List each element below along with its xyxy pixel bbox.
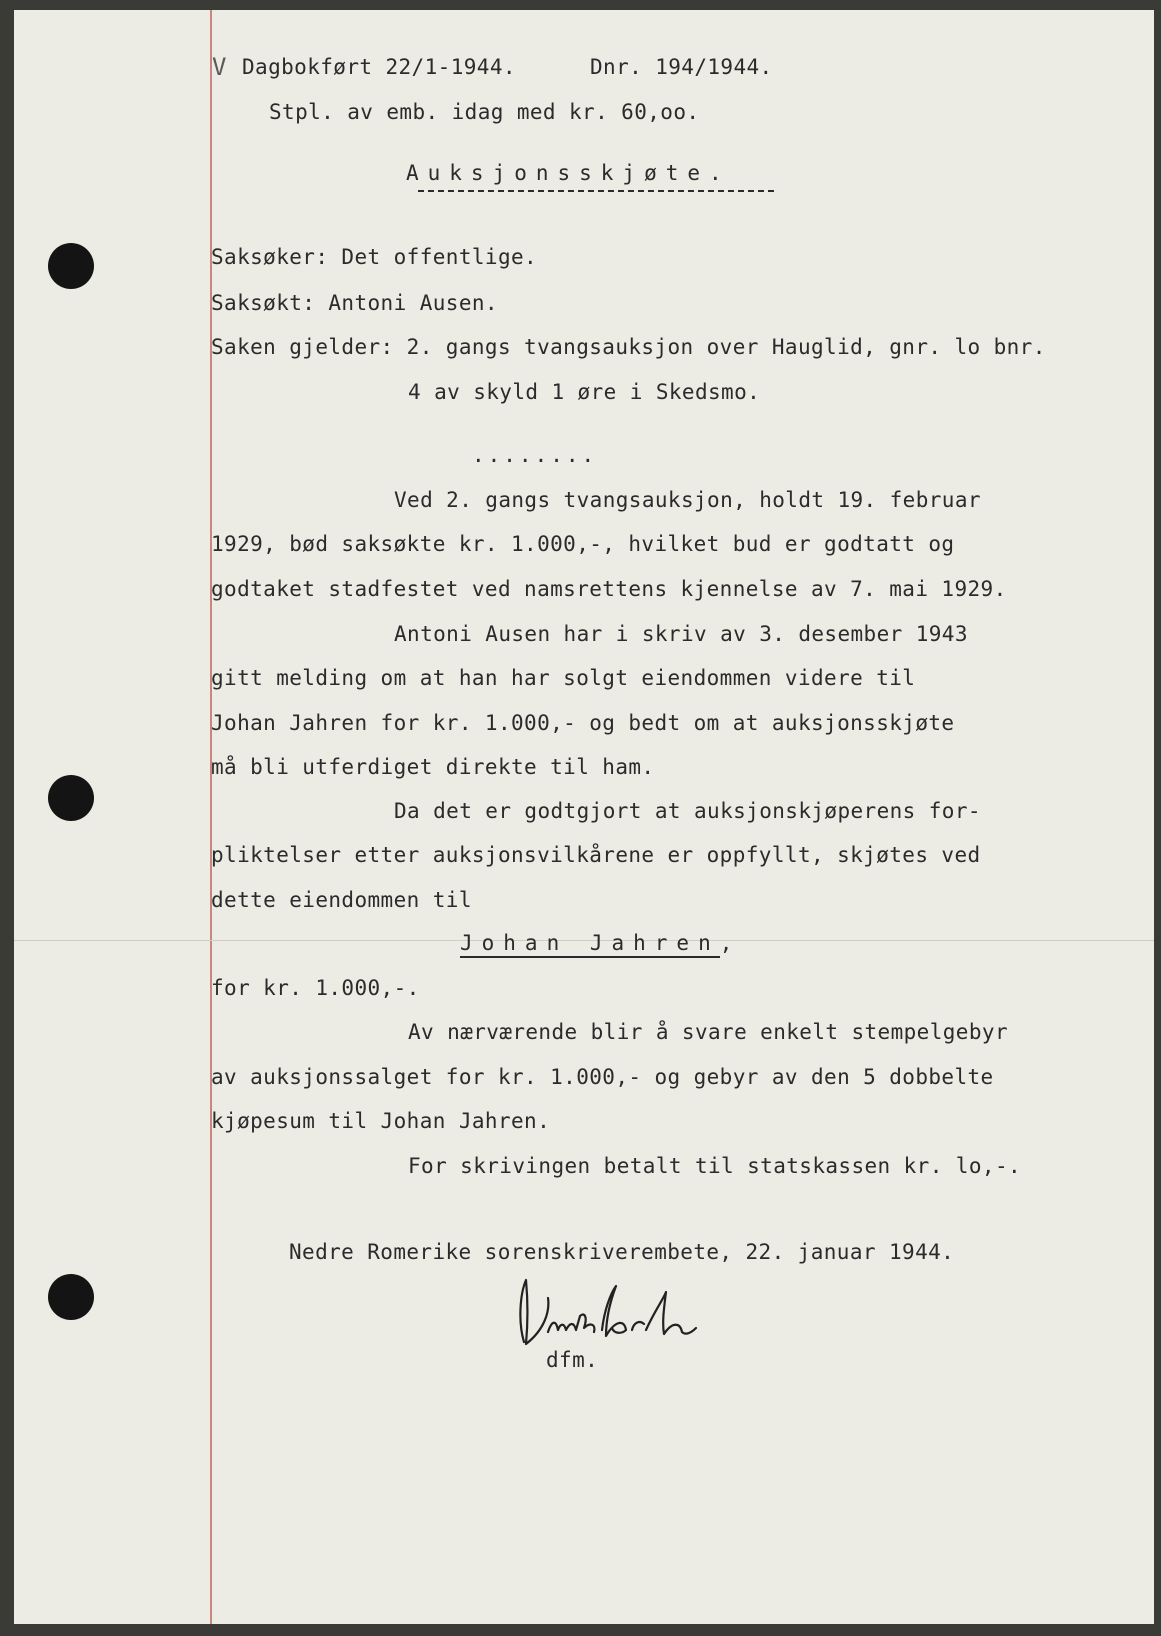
price-line: for kr. 1.000,-.	[211, 976, 420, 1000]
punch-hole	[48, 1274, 94, 1320]
signature-title: dfm.	[546, 1348, 599, 1372]
defendant-line: Saksøkt: Antoni Ausen.	[211, 291, 498, 315]
body-line: Da det er godtgjort at auksjonskjøperens for-	[394, 799, 981, 823]
buyer-name: Johan Jahren	[460, 931, 720, 958]
document-title: Auksjonsskjøte.	[406, 161, 731, 185]
check-mark: V	[212, 53, 227, 81]
document-page	[14, 10, 1154, 1624]
body-line: Johan Jahren for kr. 1.000,- og bedt om at auksjonsskjøte	[211, 711, 955, 735]
body-line: 1929, bød saksøkte kr. 1.000,-, hvilket bud er godtatt og	[211, 532, 955, 556]
fee-line: av auksjonssalget for kr. 1.000,- og gebyr av den 5 dobbelte	[211, 1065, 994, 1089]
document-number: Dnr. 194/1944.	[590, 55, 773, 79]
closing-line: Nedre Romerike sorenskriverembete, 22. januar 1944.	[289, 1240, 955, 1264]
buyer-name-line	[460, 930, 733, 956]
body-line: må bli utferdiget direkte til ham.	[211, 755, 655, 779]
body-line: godtaket stadfestet ved namsrettens kjennelse av 7. mai 1929.	[211, 577, 1007, 601]
body-line: Antoni Ausen har i skriv av 3. desember 1943	[394, 622, 968, 646]
punch-hole	[48, 243, 94, 289]
registered-date: Dagbokført 22/1-1944.	[242, 55, 516, 79]
plaintiff-line: Saksøker: Det offentlige.	[211, 245, 538, 269]
body-line: dette eiendommen til	[211, 888, 472, 912]
stamp-fee-line: Stpl. av emb. idag med kr. 60,oo.	[269, 100, 700, 124]
fee-line: For skrivingen betalt til statskassen kr. lo,-.	[408, 1154, 1022, 1178]
punch-hole	[48, 775, 94, 821]
body-line: gitt melding om at han har solgt eiendommen videre til	[211, 666, 916, 690]
section-separator: ........	[472, 443, 598, 467]
title-underline	[418, 190, 774, 192]
buyer-comma: ,	[719, 931, 733, 955]
signature-image	[514, 1272, 704, 1358]
body-line: Ved 2. gangs tvangsauksjon, holdt 19. februar	[394, 488, 981, 512]
fee-line: kjøpesum til Johan Jahren.	[211, 1109, 551, 1133]
matter-line-continued: 4 av skyld 1 øre i Skedsmo.	[408, 380, 761, 404]
body-line: pliktelser etter auksjonsvilkårene er oppfyllt, skjøtes ved	[211, 843, 981, 867]
fee-line: Av nærværende blir å svare enkelt stempelgebyr	[408, 1020, 1008, 1044]
matter-line: Saken gjelder: 2. gangs tvangsauksjon over Hauglid, gnr. lo bnr.	[211, 335, 1046, 359]
